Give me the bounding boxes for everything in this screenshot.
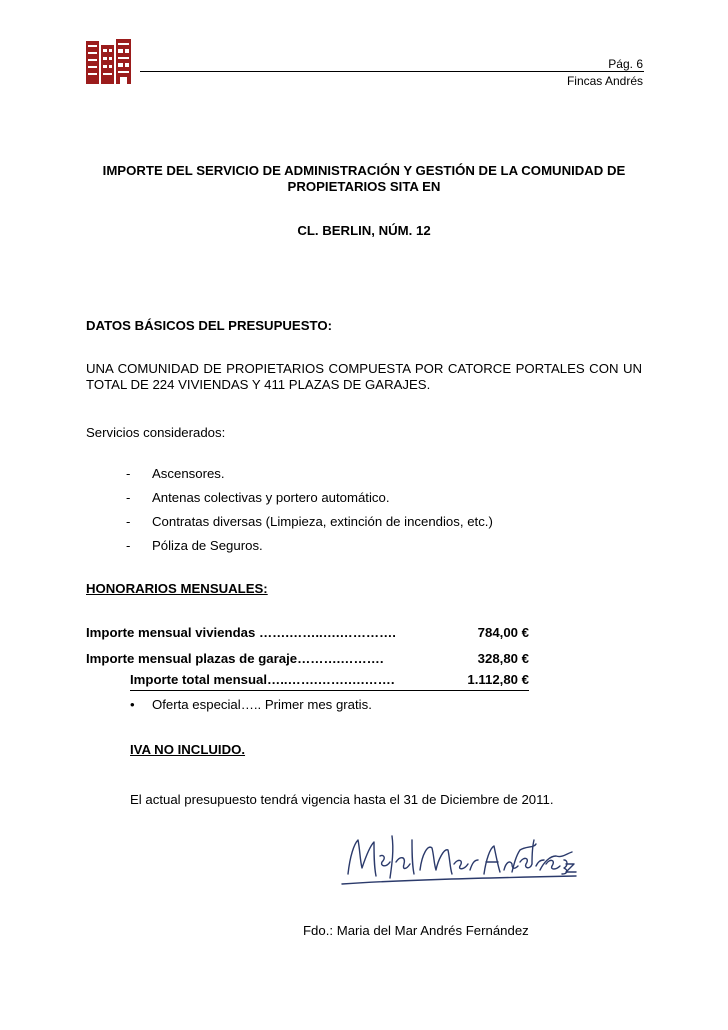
firm-name: Fincas Andrés <box>566 74 643 88</box>
total-row <box>130 672 529 691</box>
validity-note: El actual presupuesto tendrá vigencia hasta el 31 de Diciembre de 2011. <box>130 792 554 807</box>
handwritten-signature <box>340 826 580 892</box>
property-address: CL. BERLIN, NÚM. 12 <box>297 223 431 238</box>
document-title <box>86 163 642 195</box>
dash-marker: - <box>126 514 131 529</box>
services-heading: Servicios considerados: <box>86 425 226 440</box>
title-line-2: PROPIETARIOS SITA EN <box>287 179 441 194</box>
service-item <box>126 514 493 529</box>
dash-marker: - <box>126 538 131 553</box>
community-description: UNA COMUNIDAD DE PROPIETARIOS COMPUESTA POR CATORCE PORTALES CON UN TOTAL DE 224 VIVIENDAS Y 411 PLAZAS DE GARAJES. <box>86 361 642 392</box>
signed-by: Fdo.: Maria del Mar Andrés Fernández <box>303 923 529 938</box>
fee-amount-garage: 328,80 € <box>477 651 529 666</box>
offer-item <box>130 697 372 712</box>
company-logo <box>86 39 131 84</box>
service-label: Contratas diversas (Limpieza, extinción de incendios, etc.) <box>152 514 493 529</box>
fees-heading: HONORARIOS MENSUALES: <box>86 581 268 596</box>
fee-amount-housing: 784,00 € <box>477 625 529 640</box>
title-line-1: IMPORTE DEL SERVICIO DE ADMINISTRACIÓN Y GESTIÓN DE LA COMUNIDAD DE <box>102 163 626 178</box>
iva-note: IVA NO INCLUIDO. <box>130 742 246 757</box>
basic-data-heading: DATOS BÁSICOS DEL PRESUPUESTO: <box>86 318 332 333</box>
page-number: Pág. 6 <box>608 57 643 71</box>
bullet-marker: • <box>130 697 135 712</box>
dash-marker: - <box>126 490 131 505</box>
service-item <box>126 490 390 505</box>
service-item <box>126 466 225 481</box>
total-label: Importe total mensual…..…….…….….……. <box>130 672 395 687</box>
header-rule <box>140 71 644 72</box>
dash-marker: - <box>126 466 131 481</box>
service-label: Póliza de Seguros. <box>152 538 263 553</box>
offer-label: Oferta especial….. Primer mes gratis. <box>152 697 372 712</box>
service-item <box>126 538 263 553</box>
service-label: Antenas colectivas y portero automático. <box>152 490 390 505</box>
fee-label-garage: Importe mensual plazas de garaje……….………. <box>86 651 384 666</box>
fee-label-housing: Importe mensual viviendas …….……..….…………. <box>86 625 396 640</box>
total-amount: 1.112,80 € <box>467 672 529 687</box>
service-label: Ascensores. <box>152 466 225 481</box>
